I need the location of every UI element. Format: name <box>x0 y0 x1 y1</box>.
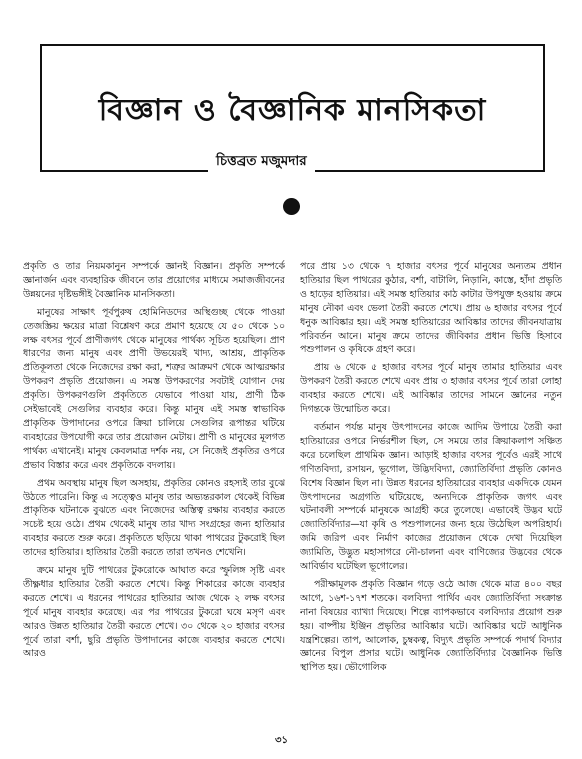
paragraph: প্রায় ৬ থেকে ৫ হাজার বৎসর পূর্বে মানুষ তামার হাতিয়ার এবং উপকরণ তৈরী করতে শেখে এবং প্রায় ৩ হাজার বৎসর পূর্বে তারা লোহা ব্যবহার করতে শেখে। এই আবিষ্কার তাদের সামনে জ্ঞানের নতুন দিগন্তকে উন্মোচিত করে। <box>300 362 562 416</box>
paragraph: পরে প্রায় ১৩ থেকে ৭ হাজার বৎসর পূর্বে মানুষের অন্যতম প্রধান হাতিয়ার ছিল পাথরের কুঠার, বর্শা, বাটালি, নিড়ানি, কাস্তে, হাঁদা প্রভৃতি ও হাড়ের হাতিয়ার। এই সমস্ত হাতিয়ার কাঠ কাটার উপযুক্ত হওয়ায় ক্রমে মানুষ নৌকা এবং ভেলা তৈরী করতে শেখে। প্রায় ৬ হাজার বৎসর পূর্বে ধনুক আবিষ্কার হয়। এই সমস্ত হাতিয়ারের আবিষ্কার তাদের জীবনযাত্রায় পরিবর্তন আনে। মানুষ ক্রমে তাদের জীবিকার প্রধান ভিত্তি হিসাবে পশুপালন ও কৃষিকে গ্রহণ করে। <box>300 261 562 356</box>
paragraph: প্রথম অবস্থায় মানুষ ছিল অসহায়, প্রকৃতির কোনও রহস্যই তার বুঝে উঠতে পারেনি। কিন্তু এ সত্ত্বেও মানুষ তার অভ্যন্তরকাল থেকেই বিভিন্ন প্রাকৃতিক ঘটনাকে বুঝতে এবং নিজেদের অস্তিত্ব রক্ষায় ব্যবহার করতে সচেষ্ট হয়ে ওঠে। প্রথম থেকেই মানুষ তার খাদ্য সংগ্রহের জন্য হাতিয়ার ব্যবহার করতে শুরু করে। প্রকৃতিতে ছড়িয়ে থাকা পাথরের টুকরোই ছিল তাদের হাতিয়ার। হাতিয়ার তৈরী করতে তারা তখনও শেখেনি। <box>23 477 285 559</box>
bullet-ornament <box>283 198 300 215</box>
paragraph: ক্রমে মানুষ দুটি পাথরের টুকরোকে আঘাত করে স্ফুলিঙ্গ সৃষ্টি এবং তীক্ষ্ণধার হাতিয়ার তৈরী করতে শেখে। কিন্তু শিকারের কাজে ব্যবহার করতে শেখে। এ ধরনের পাথরের হাতিয়ার আজ থেকে ২ লক্ষ বৎসর পূর্বে মানুষ ব্যবহার করেছে। এর পর পাথরের টুকরো ঘষে মসৃণ এবং আরও উন্নত হাতিয়ার তৈরী করতে শেখে। ৩০ থেকে ২০ হাজার বৎসর পূর্বে তারা বর্শা, ছুরি প্রভৃতি উপাদানের কাজে ব্যবহার করতে শেখে। আরও <box>23 565 285 660</box>
paragraph: প্রকৃতি ও তার নিয়মকানুন সম্পর্কে জ্ঞানই বিজ্ঞান। প্রকৃতি সম্পর্কে জ্ঞানার্জন এবং ব্যবহারিক জীবনে তার প্রয়োগের মাধ্যমে সমাজজীবনের উন্নয়নের দৃষ্টিভঙ্গীই বৈজ্ঞানিক মানসিকতা। <box>23 261 285 300</box>
right-column <box>300 260 562 720</box>
page-number: ৩১ <box>275 735 288 746</box>
paragraph: মানুষের সাক্ষাৎ পূর্বপুরুষ হোমিনিডদের অস্থিগুচ্ছ থেকে পাওয়া তেজস্ক্রিয় ক্ষয়ের মাত্রা বিশ্লেষণ করে প্রমাণ হয়েছে যে ৫০ থেকে ১০ লক্ষ বৎসর পূর্বে প্রাণীজগৎ থেকে মানুষের পার্থক্য সূচিত হয়েছিল। প্রাণ ধারণের জন্য মানুষ এবং প্রাণী উভয়েরই খাদ্য, আশ্রয়, প্রাকৃতিক প্রতিকূলতা থেকে নিজেদের রক্ষা করা, শত্রুর আক্রমণ থেকে আত্মরক্ষার উপকরণ প্রভৃতি প্রয়োজন। এ সমস্ত উপকরণের সবটাই যোগান দেয় প্রকৃতি। উপকরণগুলি প্রকৃতিতে যেভাবে পাওয়া যায়, প্রাণী ঠিক সেইভাবেই সেগুলির ব্যবহার করে। কিন্তু মানুষ এই সমস্ত স্বাভাবিক প্রাকৃতিক উপাদানের ওপরে ক্রিয়া চালিয়ে সেগুলির রূপান্তর ঘটিয়ে ব্যবহারের উপযোগী করে তার প্রয়োজন মেটায়। প্রাণী ও মানুষের মূলগত পার্থক্য এখানেই। মানুষ কেবলমাত্র দর্শক নয়, সে নিজেই প্রকৃতির ওপরে প্রভাব বিস্তার করে এবং প্রকৃতিকে বদলায়। <box>23 306 285 471</box>
paragraph: বর্তমান পর্যন্ত মানুষ উৎপাদনের কাজে আদিম উপায়ে তৈরী করা হাতিয়ারের ওপরে নির্ভরশীল ছিল, সে সময়ে তার ক্রিয়াকলাপ সঞ্চিত করে চলেছিল প্রাথমিক জ্ঞান। আড়াই হাজার বৎসর পূর্বেও এরই সাথে গণিতবিদ্যা, রসায়ন, ভূগোল, উদ্ভিদবিদ্যা, জ্যোতির্বিদ্যা প্রভৃতি কোনও বিশেষ বিজ্ঞান ছিল না। উন্নত ধরনের হাতিয়ারের ব্যবহার একদিকে যেমন উৎপাদনের অগ্রগতি ঘটিয়েছে, অন্যদিকে প্রাকৃতিক জগৎ এবং ঘটনাবলী সম্পর্কে মানুষকে আগ্রহী করে তুলেছে। এভাবেই উদ্ভব ঘটে জ্যোতির্বিদ্যার—যা কৃষি ও পশুপালনের জন্য হয়ে উঠেছিল অপরিহার্য। জমি জরিপ এবং নির্মাণ কাজের প্রয়োজন থেকে দেখা দিয়েছিল জ্যামিতি, উদ্ভুত মহাসাগরে নৌ-চালনা এবং বাণিজ্যের উদ্ভবের থেকে আবির্ভাব ঘটেছিল ভূগোলের। <box>300 421 562 573</box>
article-author: চিত্তব্রত মজুমদার <box>208 150 315 173</box>
left-column <box>23 260 285 720</box>
article-title: বিজ্ঞান ও বৈজ্ঞানিক মানসিকতা <box>98 93 487 128</box>
paragraph: পরীক্ষামূলক প্রকৃতি বিজ্ঞান গড়ে ওঠে আজ থেকে মাত্র ৪০০ বছর আগে, ১৬শ-১৭শ শতকে। বলবিদ্যা পার্থিব এবং জ্যোতির্বিদ্যা সংক্রান্ত নানা বিষয়ের ব্যাখ্যা দিয়েছে। শিল্পে ব্যাপকভাবে বলবিদ্যার প্রয়োগ শুরু হয়। বাষ্পীয় ইঞ্জিন প্রভৃতির আবিষ্কার ঘটে। আবিষ্কার ঘটে আধুনিক যন্ত্রশিল্পের। তাপ, আলোক, চুম্বকত্ব, বিদ্যুৎ প্রভৃতি সম্পর্কে পদার্থ বিদ্যার জ্ঞানের বিপুল প্রসার ঘটে। আধুনিক জ্যোতির্বিদ্যার বৈজ্ঞানিক ভিত্তি স্থাপিত হয়। ভৌগোলিক <box>300 578 562 674</box>
